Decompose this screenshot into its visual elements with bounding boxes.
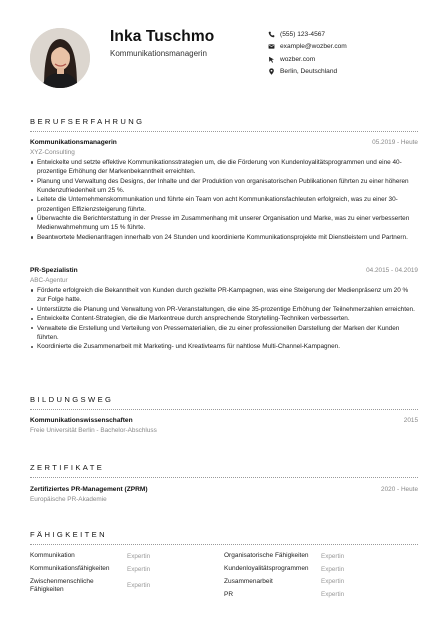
profile-photo xyxy=(30,28,90,88)
section-divider xyxy=(30,477,418,478)
link-icon xyxy=(268,56,280,63)
section-title-certificates: ZERTIFIKATE xyxy=(30,463,105,472)
experience-date: 05.2019 - Heute xyxy=(372,139,418,146)
contact-website-text[interactable]: wozber.com xyxy=(280,55,316,63)
skill-level: Expertin xyxy=(127,582,151,590)
skill-level: Expertin xyxy=(321,591,345,599)
experience-entry xyxy=(30,267,418,352)
experience-job-title: Kommunikationsmanagerin xyxy=(30,139,117,146)
skill-name: Zwischenmenschliche Fähigkeiten xyxy=(30,577,94,593)
skill-name: Kommunikationsfähigkeiten xyxy=(30,565,110,573)
section-divider xyxy=(30,131,418,132)
contact-phone xyxy=(268,28,347,41)
email-icon xyxy=(268,43,280,50)
contact-location xyxy=(268,66,347,79)
skill-level: Expertin xyxy=(127,552,151,560)
skill-item xyxy=(224,563,418,576)
skill-name: PR xyxy=(224,590,234,598)
location-pin-icon xyxy=(268,68,280,75)
section-title-skills: FÄHIGKEITEN xyxy=(30,530,108,539)
section-title-education: BILDUNGSWEG xyxy=(30,395,114,404)
experience-company: ABC-Agentur xyxy=(30,277,68,284)
certificate-title: Zertifiziertes PR-Management (ZPRM) xyxy=(30,486,148,493)
skill-level: Expertin xyxy=(321,552,345,560)
experience-company: XYZ-Consulting xyxy=(30,149,75,156)
experience-entry xyxy=(30,139,418,242)
candidate-name: Inka Tuschmo xyxy=(110,28,215,45)
education-date: 2015 xyxy=(403,417,418,424)
skill-item xyxy=(30,550,224,563)
experience-bullet: Verwaltete die Erstellung und Verteilung von Pressematerialien, die zu einer professionellen Darstellung der Marken der Kunden führten. xyxy=(30,324,418,342)
contact-location-text: Berlin, Deutschland xyxy=(280,68,338,76)
phone-icon xyxy=(268,31,280,38)
experience-date: 04.2015 - 04.2019 xyxy=(366,267,418,274)
contact-phone-text: (555) 123-4567 xyxy=(280,30,326,38)
skill-name: Kommunikation xyxy=(30,552,75,560)
experience-bullet-list xyxy=(30,286,418,352)
experience-bullet: Entwickelte Content-Strategien, die die Markentreue durch ansprechende Storytelling-Techniken verbesserten. xyxy=(30,314,418,323)
skill-name: Organisatorische Fähigkeiten xyxy=(224,552,309,560)
skills-grid xyxy=(30,550,418,601)
education-degree: Kommunikationswissenschaften xyxy=(30,417,133,424)
education-entry xyxy=(30,417,418,436)
skill-name: Kundenloyalitätsprogrammen xyxy=(224,565,309,573)
experience-bullet: Planung und Verwaltung des Designs, der Inhalte und der Produktion von organisatorischen Publikationen führten zu einer höheren Kundenzufriedenheit um 25 %. xyxy=(30,177,418,195)
skill-level: Expertin xyxy=(321,565,345,573)
experience-job-title: PR-Spezialistin xyxy=(30,267,78,274)
section-title-experience: BERUFSERFAHRUNG xyxy=(30,117,145,126)
contact-email-text[interactable]: example@wozber.com xyxy=(280,43,347,51)
skill-level: Expertin xyxy=(127,565,151,573)
skill-item xyxy=(224,550,418,563)
experience-bullet: Leitete die Unternehmenskommunikation und führte ein Team von acht Kommunikationsfachleuten erfolgreich, was zu einer 30-prozentigen Effizienzsteigerung führte. xyxy=(30,195,418,213)
skill-level: Expertin xyxy=(321,578,345,586)
experience-bullet: Entwickelte und setzte effektive Kommunikationsstrategien um, die die Förderung von Kundenloyalitätsprogrammen und eine 40-prozentige Erhöhung der Markenbekanntheit erreichten. xyxy=(30,158,418,176)
skills-column-right xyxy=(224,550,418,601)
section-divider xyxy=(30,409,418,410)
contact-website[interactable] xyxy=(268,53,347,66)
certificate-issuer: Europäische PR-Akademie xyxy=(30,496,107,503)
experience-bullet: Förderte erfolgreich die Bekanntheit von Kunden durch gezielte PR-Kampagnen, was eine Steigerung der Medienpräsenz um 20 % zur Folge hatte. xyxy=(30,286,418,304)
contact-list xyxy=(268,28,347,78)
skill-item xyxy=(30,563,224,576)
candidate-job-title: Kommunikationsmanagerin xyxy=(110,49,207,58)
section-divider xyxy=(30,544,418,545)
certificate-date: 2020 - Heute xyxy=(381,486,418,493)
profile-photo-image xyxy=(30,28,90,88)
experience-bullet: Überwachte die Berichterstattung in der Presse im Zusammenhang mit unserer Organisation und Marke, was zu einer verbesserten Medienwahrnehmung um 15 % führte. xyxy=(30,214,418,232)
skill-item xyxy=(224,588,418,601)
skill-item xyxy=(30,576,224,596)
experience-bullet: Koordinierte die Zusammenarbeit mit Marketing- und Kreativteams für nahtlose Multi-Channel-Kampagnen. xyxy=(30,342,418,351)
skills-column-left xyxy=(30,550,224,601)
skill-item xyxy=(224,576,418,589)
experience-bullet: Beantwortete Medienanfragen innerhalb von 24 Stunden und koordinierte Kommunikationsprojekte mit Dienstleistern und Partnern. xyxy=(30,233,418,242)
resume-header xyxy=(0,0,448,110)
experience-bullet-list xyxy=(30,158,418,242)
education-institution: Freie Universität Berlin - Bachelor-Abschluss xyxy=(30,427,157,434)
experience-bullet: Unterstützte die Planung und Verwaltung von PR-Veranstaltungen, die eine 35-prozentige Erhöhung der Teilnehmerzahlen erreichten. xyxy=(30,305,418,314)
contact-email[interactable] xyxy=(268,41,347,54)
certificate-entry xyxy=(30,486,418,505)
skill-name: Zusammenarbeit xyxy=(224,577,273,585)
